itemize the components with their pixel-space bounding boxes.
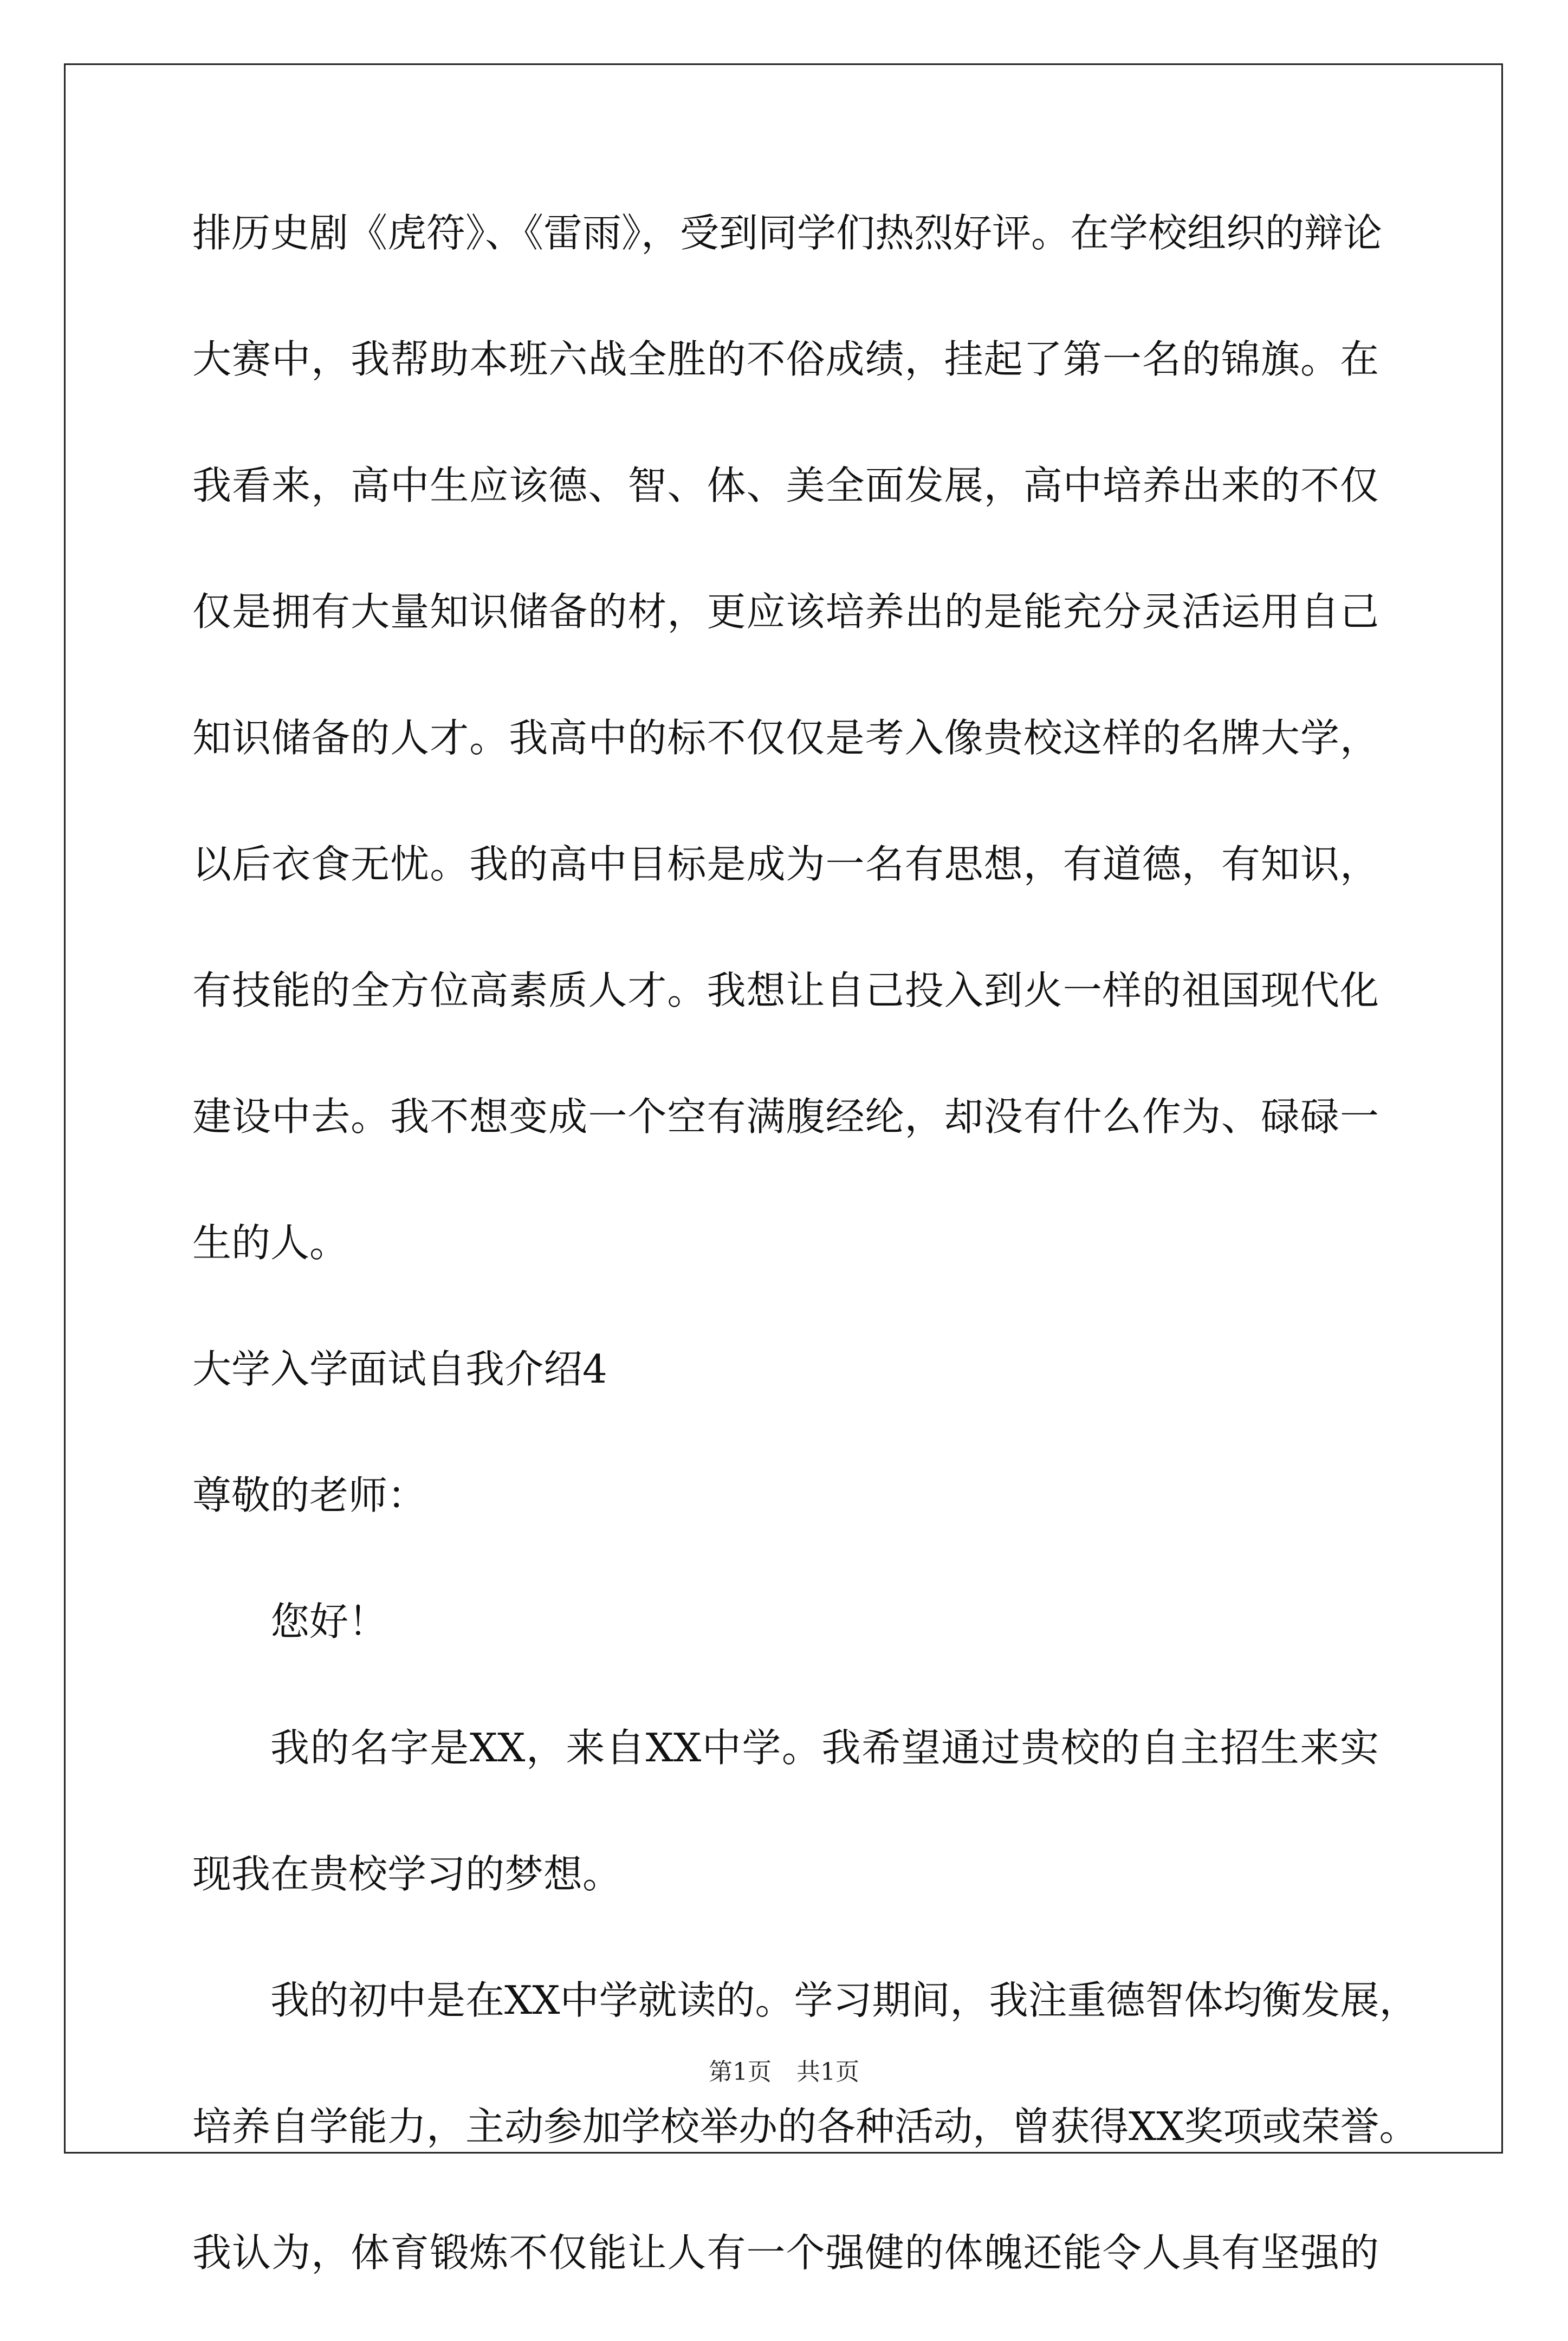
text-line: 大赛中，我帮助本班六战全胜的不俗成绩，挂起了第一名的锦旗。在: [192, 336, 1379, 382]
text-line: 以后衣食无忧。我的高中目标是成为一名有思想，有道德，有知识，: [192, 841, 1379, 887]
page-total: 共1页: [796, 2058, 859, 2086]
text-line: 仅是拥有大量知识储备的材，更应该培养出的是能充分灵活运用自己: [192, 589, 1379, 634]
text-line: 我看来，高中生应该德、智、体、美全面发展，高中培养出来的不仅: [192, 463, 1379, 508]
text-line: 现我在贵校学习的梦想。: [192, 1851, 622, 1897]
text-line: 生的人。: [192, 1220, 349, 1266]
greeting: 您好！: [270, 1599, 388, 1644]
text-line: 我的名字是XX，来自XX中学。我希望通过贵校的自主招生来实: [270, 1725, 1379, 1771]
text-line: 有技能的全方位高素质人才。我想让自己投入到火一样的祖国现代化: [192, 968, 1379, 1013]
text-line: 知识储备的人才。我高中的标不仅仅是考入像贵校这样的名牌大学，: [192, 715, 1379, 761]
text-line: 我认为，体育锻炼不仅能让人有一个强健的体魄还能令人具有坚强的: [192, 2230, 1379, 2275]
text-line: 建设中去。我不想变成一个空有满腹经纶，却没有什么作为、碌碌一: [192, 1094, 1379, 1139]
document-body: [192, 195, 1418, 2341]
text-line: 培养自学能力，主动参加学校举办的各种活动，曾获得XX奖项或荣誉。: [192, 2104, 1418, 2149]
page-footer: [0, 2056, 1568, 2089]
section-heading: 大学入学面试自我介绍4: [192, 1346, 607, 1392]
page-number: 第1页: [709, 2058, 772, 2086]
text-line: 我的初中是在XX中学就读的。学习期间，我注重德智体均衡发展，: [270, 1977, 1418, 2023]
text-line: 排历史剧《虎符》、《雷雨》，受到同学们热烈好评。在学校组织的辩论: [192, 210, 1383, 256]
salutation: 尊敬的老师：: [192, 1473, 427, 1518]
